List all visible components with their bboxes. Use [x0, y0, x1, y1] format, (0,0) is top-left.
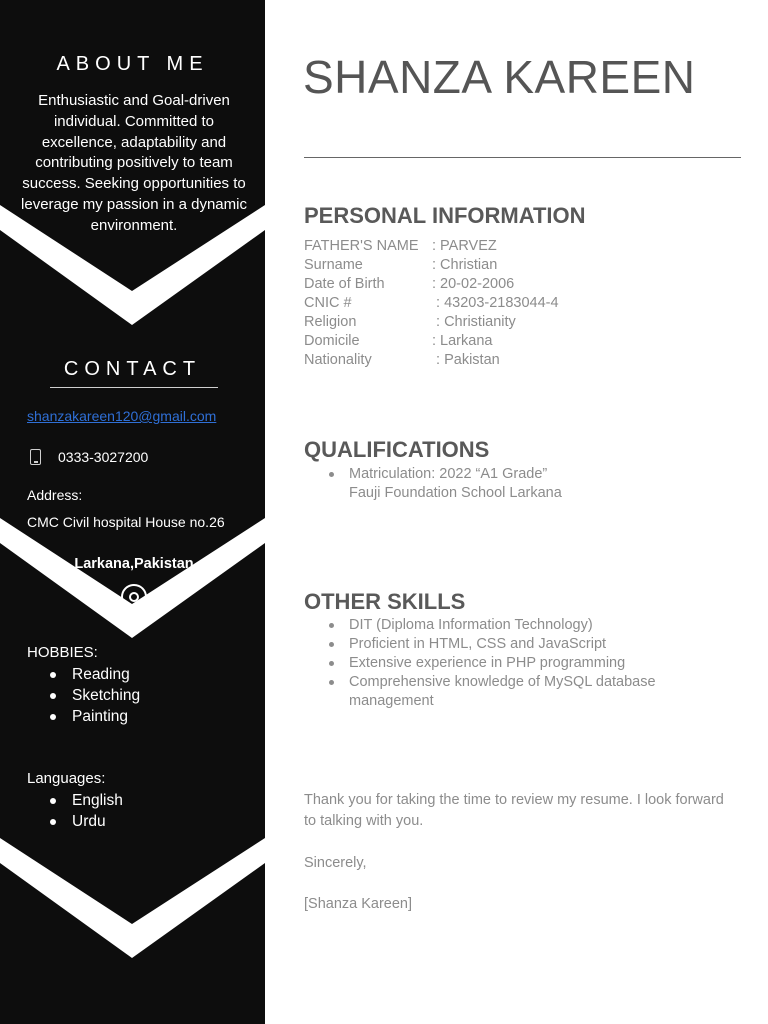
info-label: Date of Birth — [304, 276, 385, 292]
info-row — [304, 295, 559, 311]
personal-info-heading: PERSONAL INFORMATION — [304, 203, 586, 228]
languages-list — [50, 790, 123, 832]
info-value: : PARVEZ — [432, 238, 497, 254]
contact-divider — [50, 387, 218, 388]
info-value: : Pakistan — [432, 352, 500, 368]
info-value: : 20-02-2006 — [432, 276, 515, 292]
qualification-school: Fauji Foundation School Larkana — [349, 485, 562, 501]
hobbies-label: HOBBIES: — [27, 644, 98, 661]
name-divider — [304, 157, 741, 158]
info-row — [304, 352, 500, 368]
info-row — [304, 276, 514, 292]
info-row — [304, 333, 492, 349]
list-item: Reading — [50, 664, 140, 685]
email-link[interactable]: shanzakareen120@gmail.com — [27, 408, 217, 424]
chevron-divider-3 — [0, 838, 265, 968]
sincerely-text: Sincerely, — [304, 855, 367, 871]
info-value: : 43203-2183044-4 — [432, 295, 559, 311]
address-label: Address: — [27, 487, 83, 503]
sidebar — [0, 0, 265, 1024]
about-text: Enthusiastic and Goal-driven individual. Committed to excellence, adaptability and contributing positively to team success. Seeking opportunities to leverage my passion in a dynamic environment. — [21, 92, 247, 234]
contact-heading: CONTACT — [63, 358, 202, 380]
info-label: Religion — [304, 314, 357, 330]
signature-text: [Shanza Kareen] — [304, 896, 413, 912]
info-label: FATHER'S NAME — [304, 238, 419, 254]
info-row — [304, 238, 497, 254]
list-item: Painting — [50, 706, 140, 727]
location-pin-icon — [120, 583, 148, 621]
skills-list — [327, 616, 707, 711]
closing-text: Thank you for taking the time to review my resume. I look forward to talking with you. — [304, 792, 724, 829]
qualifications-list — [327, 465, 562, 503]
hobbies-list — [50, 664, 140, 727]
city: Larkana,Pakistan — [74, 556, 194, 572]
list-item: Sketching — [50, 685, 140, 706]
info-label: Domicile — [304, 333, 360, 349]
info-label: Surname — [304, 257, 363, 273]
phone-icon — [30, 449, 41, 465]
info-row — [304, 314, 516, 330]
phone-row — [30, 449, 148, 465]
list-item — [327, 465, 562, 503]
info-value: : Larkana — [432, 333, 493, 349]
info-label: Nationality — [304, 352, 372, 368]
list-item: Proficient in HTML, CSS and JavaScript — [327, 635, 707, 654]
list-item: Comprehensive knowledge of MySQL database management — [327, 673, 707, 711]
qualifications-heading: QUALIFICATIONS — [304, 437, 490, 462]
info-value: : Christian — [432, 257, 498, 273]
list-item: English — [50, 790, 123, 811]
languages-label: Languages: — [27, 770, 106, 787]
info-row — [304, 257, 497, 273]
qualification-title: Matriculation: 2022 “A1 Grade” — [349, 466, 548, 482]
resume-name: SHANZA KAREEN — [303, 51, 696, 103]
other-skills-heading: OTHER SKILLS — [304, 589, 466, 614]
list-item: Extensive experience in PHP programming — [327, 654, 707, 673]
list-item: Urdu — [50, 811, 123, 832]
address-line: CMC Civil hospital House no.26 — [27, 514, 225, 530]
about-heading: ABOUT ME — [56, 53, 209, 75]
info-value: : Christianity — [432, 314, 516, 330]
phone-number: 0333-3027200 — [58, 449, 149, 465]
list-item: DIT (Diploma Information Technology) — [327, 616, 707, 635]
info-label: CNIC # — [304, 295, 352, 311]
